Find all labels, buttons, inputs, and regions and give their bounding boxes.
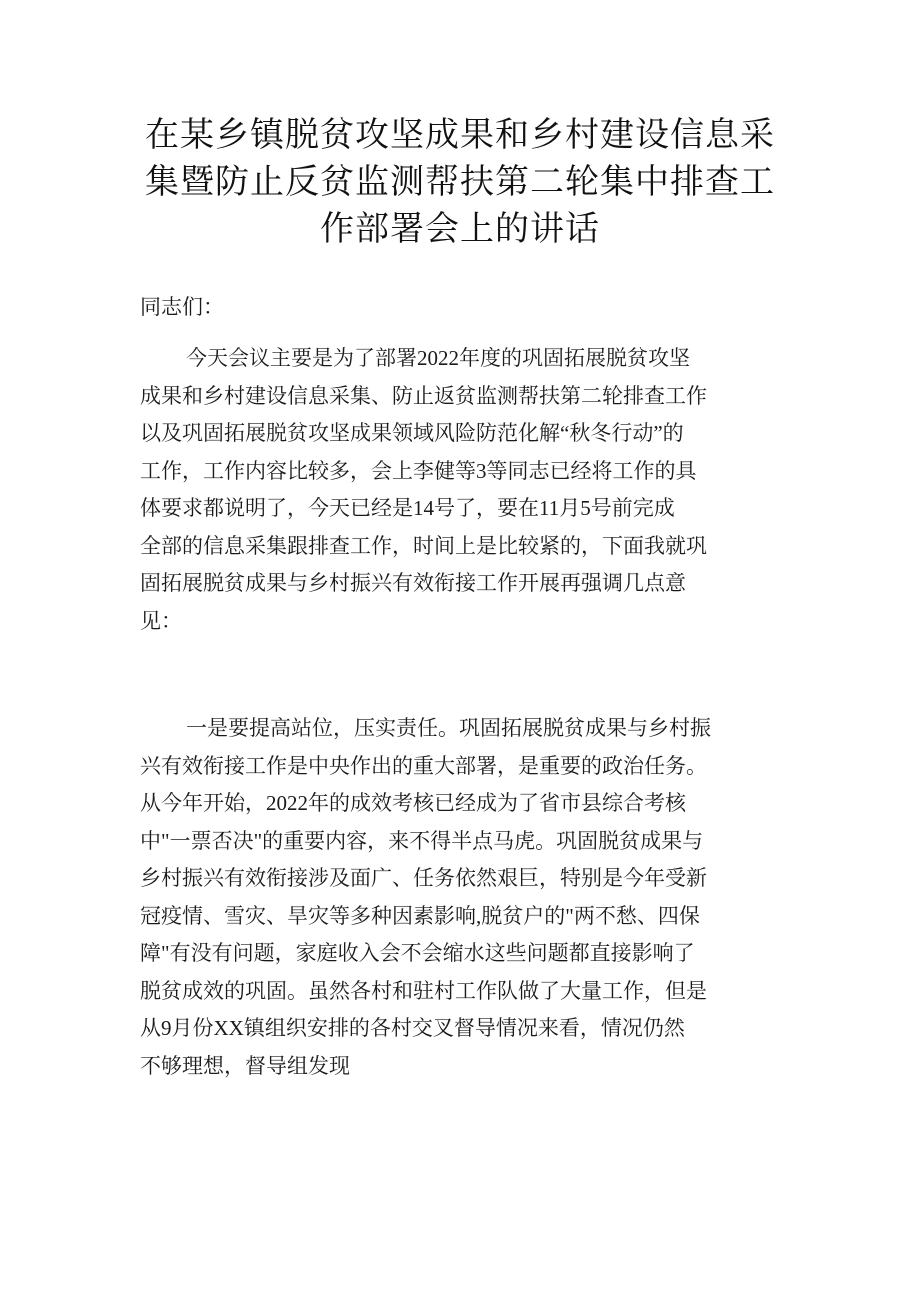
paragraph-line: 从今年开始，2022年的成效考核已经成为了省市县综合考核	[140, 791, 686, 815]
paragraph-line: 成果和乡村建设信息采集、防止返贫监测帮扶第二轮排查工作	[140, 383, 707, 408]
paragraph-line: 障"有没有问题，家庭收入会不会缩水这些问题都直接影响了	[140, 941, 695, 965]
title-line: 集暨防止反贫监测帮扶第二轮集中排查工	[145, 162, 775, 202]
paragraph-line: 一是要提高站位，压实责任。巩固拓展脱贫成果与乡村振	[186, 716, 711, 740]
paragraph-line: 中"一票否决"的重要内容，来不得半点马虎。巩固脱贫成果与	[140, 828, 704, 853]
paragraph-line: 以及巩固拓展脱贫攻坚成果领域风险防范化解“秋冬行动”的	[140, 421, 684, 445]
paragraph-line: 今天会议主要是为了部署2022年度的巩固拓展脱贫攻坚	[186, 346, 690, 370]
paragraph-line: 乡村振兴有效衔接涉及面广、任务依然艰巨，特别是今年受新	[140, 866, 707, 890]
salutation: 同志们：	[140, 295, 224, 319]
paragraph-line: 工作，工作内容比较多，会上李健等3等同志已经将工作的具	[140, 458, 697, 483]
document-title	[140, 112, 780, 253]
paragraph-line: 脱贫成效的巩固。虽然各村和驻村工作队做了大量工作，但是	[140, 978, 707, 1003]
paragraph-intro	[140, 340, 800, 640]
title-line: 在某乡镇脱贫攻坚成果和乡村建设信息采	[145, 115, 775, 155]
title-line: 作部署会上的讲话	[320, 209, 600, 249]
paragraph-line: 兴有效衔接工作是中央作出的重大部署，是重要的政治任务。	[140, 753, 707, 778]
paragraph-line: 见：	[140, 608, 182, 633]
paragraph-point-one	[140, 710, 800, 1085]
paragraph-line: 从9月份XX镇组织安排的各村交叉督导情况来看，情况仍然	[140, 1016, 685, 1040]
paragraph-line: 固拓展脱贫成果与乡村振兴有效衔接工作开展再强调几点意	[140, 571, 686, 595]
paragraph-line: 全部的信息采集跟排查工作，时间上是比较紧的，下面我就巩	[140, 533, 707, 558]
paragraph-line: 冠疫情、雪灾、旱灾等多种因素影响,脱贫户的"两不愁、四保	[140, 903, 700, 928]
paragraph-line: 不够理想，督导组发现	[140, 1053, 350, 1078]
paragraph-line: 体要求都说明了，今天已经是14号了，要在11月5号前完成	[140, 496, 675, 520]
